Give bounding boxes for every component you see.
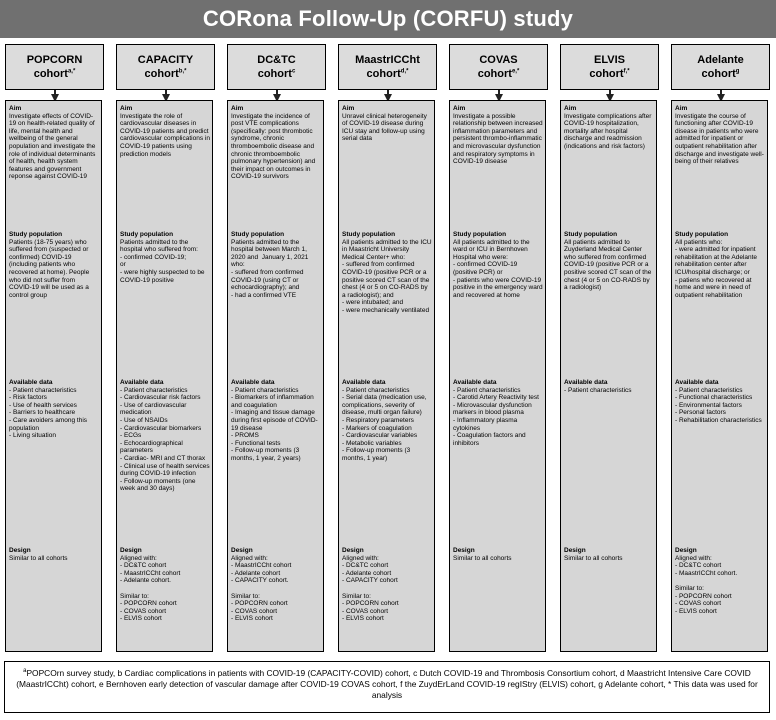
cohort-header [671,44,770,90]
aim-text: Investigate complications after COVID-19 hospitalization, mortality after hospital discharge and readmission (indications and risk factors) [564,112,654,150]
population-text: All patients who: - were admitted for inpatient rehabilitation at the Adelante rehabilitation center after ICU/hospital discharge; or - patiens who recovered at home and were in need of outpatient rehabilitation [675,238,758,299]
cohort-header [5,44,104,90]
aim-section [564,105,654,151]
design-section [564,547,654,562]
aim-section [342,105,432,143]
cohort-superscript: d,* [400,68,409,75]
design-text: Similar to all cohorts [453,554,512,562]
data-text: - Patient characteristics - Carotid Artery Reactivity test - Microvascular dysfunction markers in blood plasma - Inflammatory plasma cytokines - Coagulation factors and inhibitors [453,386,539,447]
design-section [9,547,99,562]
data-section [231,379,321,463]
aim-text: Investigate effects of COVID-19 on health-related quality of life, mental health and wellbeing of the general population and investigate the role of individual determinants of health, health system features and government reponse against COVID-19 [9,112,98,181]
cohort-column [4,44,105,562]
cohort-name: ELVIS [594,54,625,66]
cohort-sub: cohort [366,68,401,80]
cohort-details [449,100,546,652]
design-label: Design [120,547,142,554]
cohort-subtitle [258,67,296,81]
aim-section [231,105,321,181]
population-text: Patients admitted to the hospital between March 1, 2020 and January 1, 2021 who: - suffered from confirmed COVID-19 (using CT or echocardiography); and - had a confirmed VTE [231,238,309,299]
cohort-superscript: b,* [178,68,187,75]
aim-section [9,105,99,181]
aim-section [120,105,210,158]
cohort-superscript: f,* [623,68,630,75]
population-text: All patients admitted to Zuyderland Medical Center who suffered from confirmed COVID-19 (positive PCR or a positive scored CT scan of the chest (4 or 5 on CO-RADS by a radiologist) [564,238,654,292]
population-text: All patients admitted to the ICU in Maastricht University Medical Center+ who: - suffered from confirmed COVID-19 (positive PCR or a positive scored CT scan of the chest (4 or 5 on CO-RADS by a radiologist); and - were intubated; and - were mechanically ventilated [342,238,432,314]
aim-text: Investigate a possible relationship between increased inflammation parameters and persistent thrombo-inflammatic and microvascular dysfunction and respiratory symptoms in COVID-19 disease [453,112,545,166]
aim-label: Aim [120,105,133,112]
cohort-details [116,100,213,652]
design-text: Aligned with: - MaastrICCht cohort - Adelante cohort - CAPACITY cohort. Similar to: - POPCORN cohort - COVAS cohort - ELVIS cohort [231,554,292,623]
population-section [9,231,99,299]
data-text: - Patient characteristics - Biomarkers of inflammation and coagulation - Imaging and tissue damage during first episode of COVID-19 disease - PROMS - Functional tests - Follow-up moments (3 months, 1 year, 2 years) [231,386,318,462]
cohort-header [227,44,326,90]
population-section [675,231,765,299]
cohort-sub: cohort [477,68,512,80]
cohort-column [448,44,549,562]
aim-label: Aim [9,105,22,112]
cohort-details [5,100,102,652]
data-label: Available data [675,379,719,386]
data-label: Available data [120,379,164,386]
cohort-superscript: c [291,68,296,75]
cohort-column [670,44,771,615]
population-label: Study population [453,231,507,238]
design-text: Similar to all cohorts [9,554,68,562]
cohort-column [226,44,327,623]
population-text: Patients admitted to the hospital who suffered from: - confirmed COVID-19; or - were highly suspected to be COVID-19 positive [120,238,205,284]
cohort-details [338,100,435,652]
aim-text: Unravel clinical heterogeneity of COVID-19 disease during ICU stay and follow-up using serial data [342,112,429,143]
cohort-subtitle [589,67,629,81]
cohort-header [116,44,215,90]
design-text: Aligned with: - DC&TC cohort - MaastrICCht cohort. Similar to: - POPCORN cohort - COVAS cohort - ELVIS cohort [675,554,738,615]
cohort-sub: cohort [701,68,736,80]
data-section [9,379,99,440]
design-label: Design [675,547,697,554]
design-section [231,547,321,623]
data-section [120,379,210,493]
cohort-name: MaastrICCht [355,54,420,66]
aim-section [675,105,765,166]
population-section [453,231,543,299]
cohort-name: POPCORN [26,54,83,66]
aim-text: Investigate the incidence of post VTE complications (specifically: post thrombotic syndrome, chronic thromboembolic disease and chronic thromboembolic pulmonary hypertension) and their impact on outcomes in COVID-19 survivors [231,112,318,181]
aim-text: Investigate the role of cardiovascular diseases in COVID-19 patients and predict cardiovascular complications in COVID-19 patients using prediction models [120,112,212,158]
aim-section [453,105,543,166]
cohort-header [449,44,548,90]
design-label: Design [9,547,31,554]
data-section [675,379,765,425]
aim-label: Aim [342,105,355,112]
data-label: Available data [9,379,53,386]
footnote [4,661,770,713]
data-text: - Patient characteristics - Functional characteristics - Environmental factors - Personal factors - Rehabilitation characteristics [675,386,762,424]
cohort-name: DC&TC [257,54,296,66]
footnote-line-2: (MaastrICCht) cohort, e Bernhoven early detection of vascular damage after COVID-19 COVAS cohort, f the ZuydErLand COVID-19 regIStry (ELVIS) cohort, g Adelante cohort, * This data was used for analysis [16,678,758,700]
design-label: Design [453,547,475,554]
diagram-title: CORona Follow-Up (CORFU) study [0,0,776,38]
footnote-line-1: POPCOrn survey study, b Cardiac complications in patients with COVID-19 (CAPACITY-COVID) cohort, c Dutch COVID-19 and Thrombosis Consortium cohort, d Maastricht Intensive Care COVID [26,667,751,678]
design-label: Design [231,547,253,554]
cohort-details [227,100,324,652]
data-label: Available data [231,379,275,386]
aim-label: Aim [231,105,244,112]
data-label: Available data [342,379,386,386]
population-label: Study population [675,231,729,238]
cohort-sub: cohort [33,68,68,80]
design-section [453,547,543,562]
cohort-superscript: e,* [511,68,520,75]
data-section [564,379,654,394]
population-label: Study population [564,231,618,238]
data-text: - Patient characteristics - Cardiovascular risk factors - Use of cardiovascular medication - Use of NSAIDs - Cardiovascular biomarkers - ECGs - Echocardiographical parameters - Cardiac- MRI and CT thorax - Clinical use of health services during COVID-19 infection - Follow-up moments (one week and 30 days) [120,386,210,493]
cohort-column [337,44,438,623]
cohort-details [671,100,768,652]
aim-label: Aim [564,105,577,112]
population-label: Study population [231,231,285,238]
cohort-sub: cohort [589,68,624,80]
cohort-subtitle [145,67,187,81]
cohort-subtitle [702,67,740,81]
cohort-name: COVAS [479,54,518,66]
cohort-subtitle [478,67,520,81]
population-text: Patients (18-75 years) who suffered from (suspected or confirmed) COVID-19 (including patients who recovered at home). People who did not suffer from COVID-19 will be used as a control group [9,238,92,299]
data-text: - Patient characteristics - Risk factors - Use of health services - Barriers to healthcare - Care avoiders among this population - Living situation [9,386,88,440]
cohort-sub: cohort [257,68,292,80]
data-label: Available data [564,379,608,386]
cohort-details [560,100,657,652]
population-section [231,231,321,299]
cohort-superscript: a,* [67,68,76,75]
design-text: Aligned with: - DC&TC cohort - Adelante cohort - CAPACITY cohort Similar to: - POPCORN cohort - COVAS cohort - ELVIS cohort [342,554,399,623]
cohort-header [338,44,437,90]
design-text: Aligned with: - DC&TC cohort - MaastrICCht cohort - Adelante cohort. Similar to: - POPCORN cohort - COVAS cohort - ELVIS cohort [120,554,181,623]
data-section [453,379,543,447]
aim-text: Investigate the course of functioning after COVID-19 disease in patients who were admitted for inpatient or outpatient rehabilitation after discharge and investigate well-being of their relatives [675,112,764,166]
population-label: Study population [120,231,174,238]
design-label: Design [342,547,364,554]
design-section [675,547,765,615]
design-section [342,547,432,623]
design-label: Design [564,547,586,554]
footnote-sup: a [23,668,27,674]
data-section [342,379,432,463]
cohort-column [115,44,216,623]
population-label: Study population [9,231,63,238]
population-label: Study population [342,231,396,238]
cohort-sub: cohort [144,68,179,80]
population-section [120,231,210,284]
cohort-subtitle [34,67,76,81]
cohort-column [559,44,660,562]
cohort-name: CAPACITY [137,54,194,66]
cohort-superscript: g [735,68,740,75]
data-text: - Patient characteristics [564,386,632,394]
cohort-header [560,44,659,90]
cohort-name: Adelante [697,54,744,66]
population-section [564,231,654,292]
design-text: Similar to all cohorts [564,554,623,562]
population-text: All patients admitted to the ward or ICU in Bernhoven Hospital who were: - confirmed COVID-19 (positive PCR) or - patients who were COVID-19 positive in the emergency ward and recovered at home [453,238,543,299]
aim-label: Aim [453,105,466,112]
cohort-subtitle [367,67,409,81]
population-section [342,231,432,315]
data-label: Available data [453,379,497,386]
data-text: - Patient characteristics - Serial data (medication use, complications, severity of disease, multi organ failure) - Respiratory parameters - Markers of coagulation - Cardiovascular variables - Metabolic variables - Follow-up moments (3 months, 1 year) [342,386,427,462]
aim-label: Aim [675,105,688,112]
design-section [120,547,210,623]
